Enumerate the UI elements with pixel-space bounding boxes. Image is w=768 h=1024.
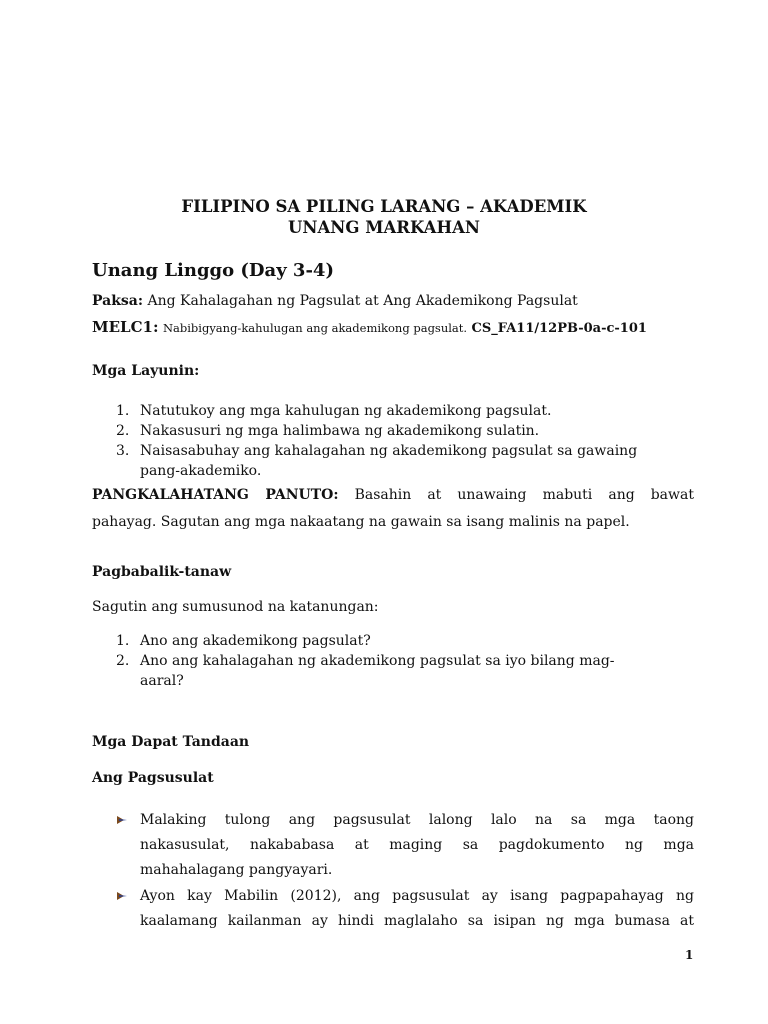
tandaan-heading: Mga Dapat Tandaan	[92, 734, 250, 750]
panuto-line1	[92, 485, 694, 505]
bullet-text-line: Ayon kay Mabilin (2012), ang pagsusulat ay isang pagpapahayag ng	[140, 888, 694, 904]
bullet-text-line: kaalamang kailanman ay hindi maglalaho sa isipan ng mga bumasa at	[140, 913, 694, 929]
arrow-bullet-icon	[116, 890, 128, 902]
bullet-text-line: Malaking tulong ang pagsusulat lalong lalo na sa mga taong	[140, 812, 694, 828]
layunin-list	[116, 401, 676, 481]
list-item-continuation: aaral?	[140, 673, 184, 689]
list-item-continuation: pang-akademiko.	[140, 463, 262, 479]
balik-tanaw-list	[116, 631, 676, 691]
pagsusulat-subheading: Ang Pagsusulat	[92, 770, 214, 786]
list-item	[116, 401, 676, 421]
list-text: Ano ang akademikong pagsulat?	[140, 633, 371, 649]
list-text: Naisasabuhay ang kahalagahan ng akademikong pagsulat sa gawaing	[140, 443, 638, 459]
melc-text: Nabibigyang-kahulugan ang akademikong pagsulat.	[162, 321, 468, 335]
document-title: FILIPINO SA PILING LARANG – AKADEMIK	[181, 197, 587, 216]
layunin-heading: Mga Layunin:	[92, 363, 200, 379]
list-number: 3.	[116, 443, 130, 459]
paksa-text: Ang Kahalagahan ng Pagsulat at Ang Akademikong Pagsulat	[147, 293, 578, 309]
balik-tanaw-heading: Pagbabalik-tanaw	[92, 564, 232, 580]
week-heading: Unang Linggo (Day 3-4)	[92, 260, 334, 281]
list-number: 1.	[116, 403, 130, 419]
panuto-text: Basahin at unawaing mabuti ang bawat	[354, 487, 694, 503]
document-subtitle: UNANG MARKAHAN	[288, 218, 480, 237]
paksa-label: Paksa:	[92, 293, 144, 309]
list-item	[116, 441, 676, 461]
bullet-text-line: mahahalagang pangyayari.	[140, 862, 333, 878]
list-text: Ano ang kahalagahan ng akademikong pagsulat sa iyo bilang mag-	[140, 653, 615, 669]
list-item	[116, 631, 676, 651]
melc-label: MELC1:	[92, 318, 159, 336]
list-number: 2.	[116, 653, 130, 669]
page-number: 1	[685, 948, 694, 962]
list-number: 2.	[116, 423, 130, 439]
balik-tanaw-intro: Sagutin ang sumusunod na katanungan:	[92, 599, 379, 615]
arrow-bullet-icon	[116, 814, 128, 826]
list-text: Nakasusuri ng mga halimbawa ng akademikong sulatin.	[140, 423, 540, 439]
list-number: 1.	[116, 633, 130, 649]
paksa-line	[92, 291, 578, 311]
list-text: Natutukoy ang mga kahulugan ng akademikong pagsulat.	[140, 403, 552, 419]
panuto-label: PANGKALAHATANG PANUTO:	[92, 487, 339, 503]
panuto-line2: pahayag. Sagutan ang mga nakaatang na gawain sa isang malinis na papel.	[92, 514, 630, 530]
melc-line	[92, 317, 647, 339]
bullet-text-line: nakasusulat, nakababasa at maging sa pagdokumento ng mga	[140, 837, 694, 853]
list-item	[116, 421, 676, 441]
list-item	[116, 651, 676, 671]
melc-code: CS_FA11/12PB-0a-c-101	[471, 321, 647, 336]
